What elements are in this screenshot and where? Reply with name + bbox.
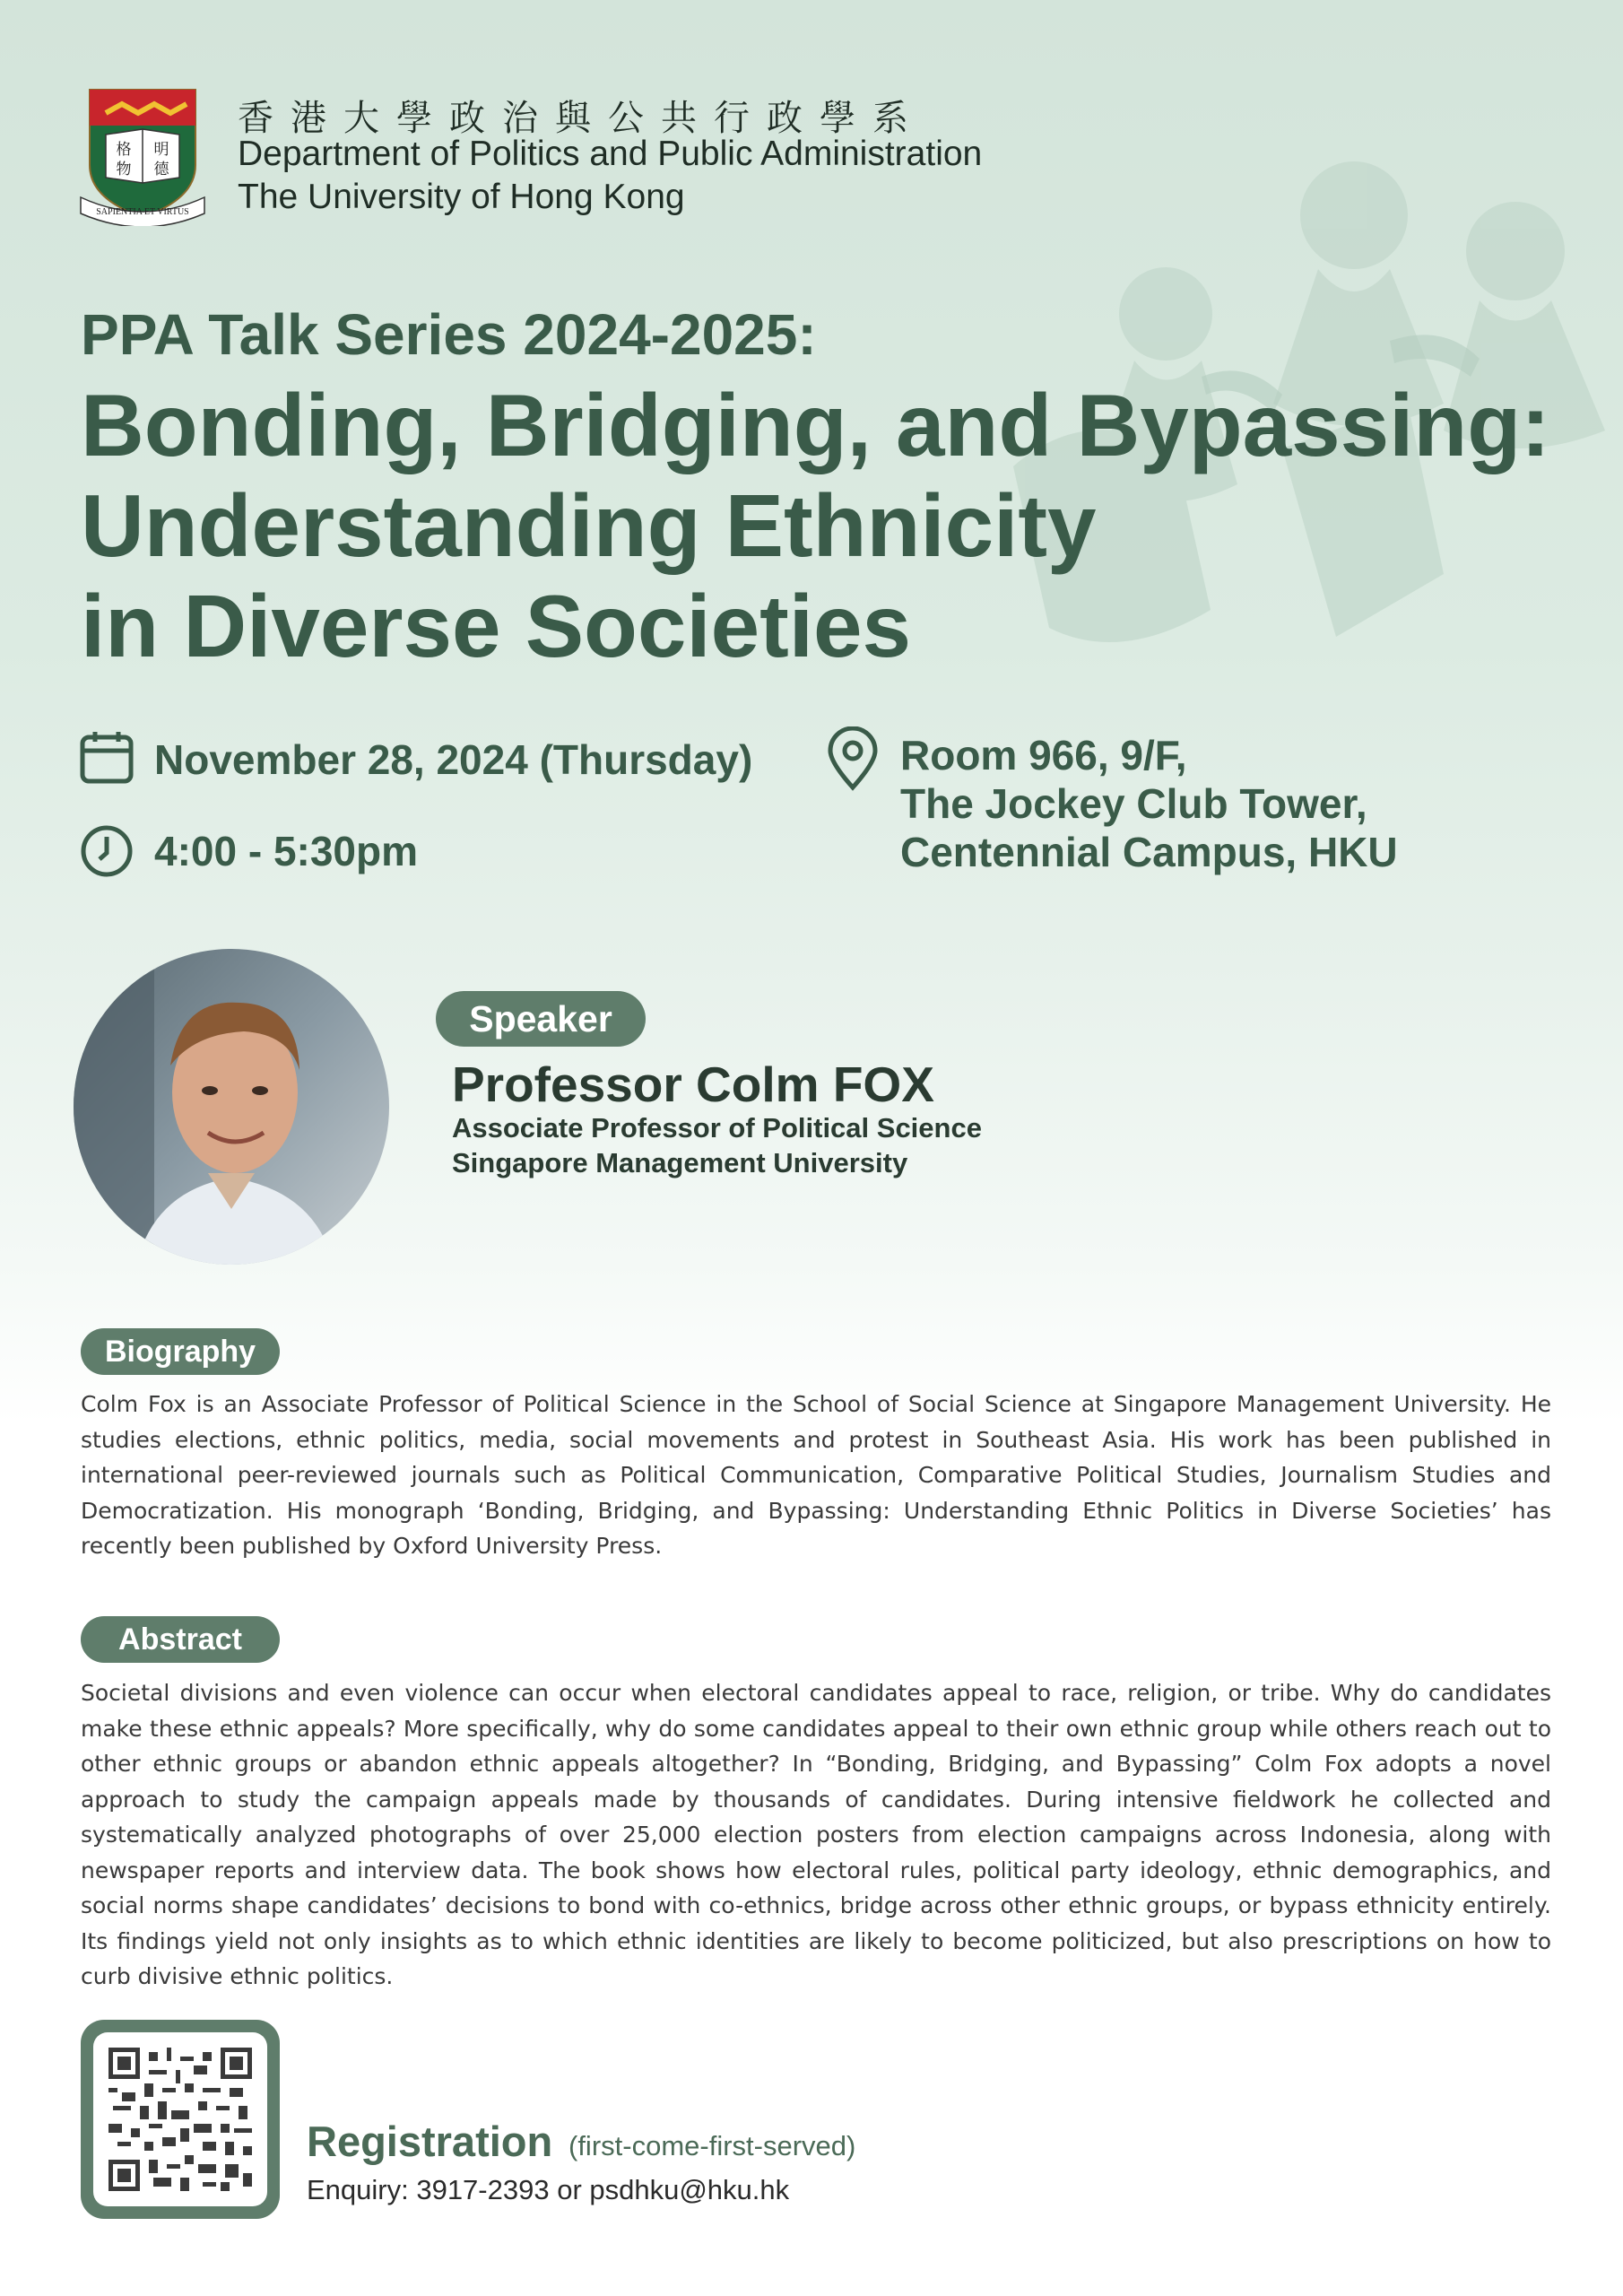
venue-line: Room 966, 9/F, xyxy=(900,732,1187,778)
qr-code-background xyxy=(93,2032,267,2206)
venue-line: The Jockey Club Tower, xyxy=(900,780,1367,827)
department-name-english: Department of Politics and Public Administration xyxy=(238,135,983,173)
talk-title-line: Bonding, Bridging, and Bypassing: xyxy=(81,376,1550,474)
abstract-text: Societal divisions and even violence can occur when electoral candidates appeal to race, religion, or tribe. Why do candidates make these ethnic appeals? More specifically, why do some candidates appeal to their own ethnic group while others reach out to other ethnic groups or abandon ethnic appeals altogether? In “Bonding, Bridging, and Bypassing” Colm Fox adopts a novel approach to study the campaign appeals made by thousands of candidates. During intensive fieldwork he collected and systematically analyzed photographs of over 25,000 election posters from election campaigns across Indonesia, along with newspaper reports and interview data. The book shows how electoral rules, political party ideology, ethnic demographics, and social norms shape candidates’ decisions to bond with co-ethnics, bridge across other ethnic groups, or bypass ethnicity entirely. Its findings yield not only insights as to which ethnic identities are likely to become politicized, but also prescriptions on how to curb divisive ethnic politics. xyxy=(81,1680,1551,1989)
speaker-name: Professor Colm FOX xyxy=(452,1057,934,1112)
event-date: November 28, 2024 (Thursday) xyxy=(154,736,753,783)
speaker-label: Speaker xyxy=(436,991,646,1047)
biography-text: Colm Fox is an Associate Professor of Political Science in the School of Social Science at Singapore Management University. He studies elections, ethnic politics, media, social movements and protest in Southeast Asia. His work has been published in international peer-reviewed journals such as Political Communication, Comparative Political Studies, Journalism Studies and Democratization. His monograph ‘Bonding, Bridging, and Bypassing: Understanding Ethnic Politics in Diverse Societies’ has recently been published by Oxford University Press. xyxy=(81,1391,1551,1559)
abstract-label: Abstract xyxy=(81,1616,280,1663)
speaker-affiliation: Singapore Management University xyxy=(452,1147,908,1178)
venue-line: Centennial Campus, HKU xyxy=(900,829,1398,875)
event-time: 4:00 - 5:30pm xyxy=(154,828,419,874)
enquiry-contact: Enquiry: 3917-2393 or psdhku@hku.hk xyxy=(307,2174,790,2205)
talk-title-line: in Diverse Societies xyxy=(81,577,912,675)
clock-icon xyxy=(79,823,135,879)
speaker-photo xyxy=(74,949,389,1265)
calendar-icon xyxy=(79,729,135,785)
crest-char-4: 德 xyxy=(153,161,169,178)
crest-char-1: 格 xyxy=(116,141,132,159)
university-name: The University of Hong Kong xyxy=(238,178,685,216)
qr-code-frame[interactable] xyxy=(81,2020,280,2219)
university-crest-logo xyxy=(79,83,206,226)
qr-code[interactable] xyxy=(108,2048,252,2191)
registration-label: Registration xyxy=(307,2118,553,2165)
crest-char-2: 明 xyxy=(153,141,169,159)
registration-note: (first-come-first-served) xyxy=(568,2130,856,2161)
talk-series-label: PPA Talk Series 2024-2025: xyxy=(81,302,817,367)
speaker-title: Associate Professor of Political Science xyxy=(452,1112,982,1144)
talk-title xyxy=(81,375,1587,676)
crest-char-3: 物 xyxy=(116,161,132,178)
location-pin-icon xyxy=(827,726,879,791)
biography-label: Biography xyxy=(81,1328,280,1375)
talk-title-line: Understanding Ethnicity xyxy=(81,476,1097,575)
department-name-chinese: 香港大學政治與公共行政學系 xyxy=(238,98,925,139)
crest-motto: SAPIENTIA ET VIRTUS xyxy=(96,207,189,217)
